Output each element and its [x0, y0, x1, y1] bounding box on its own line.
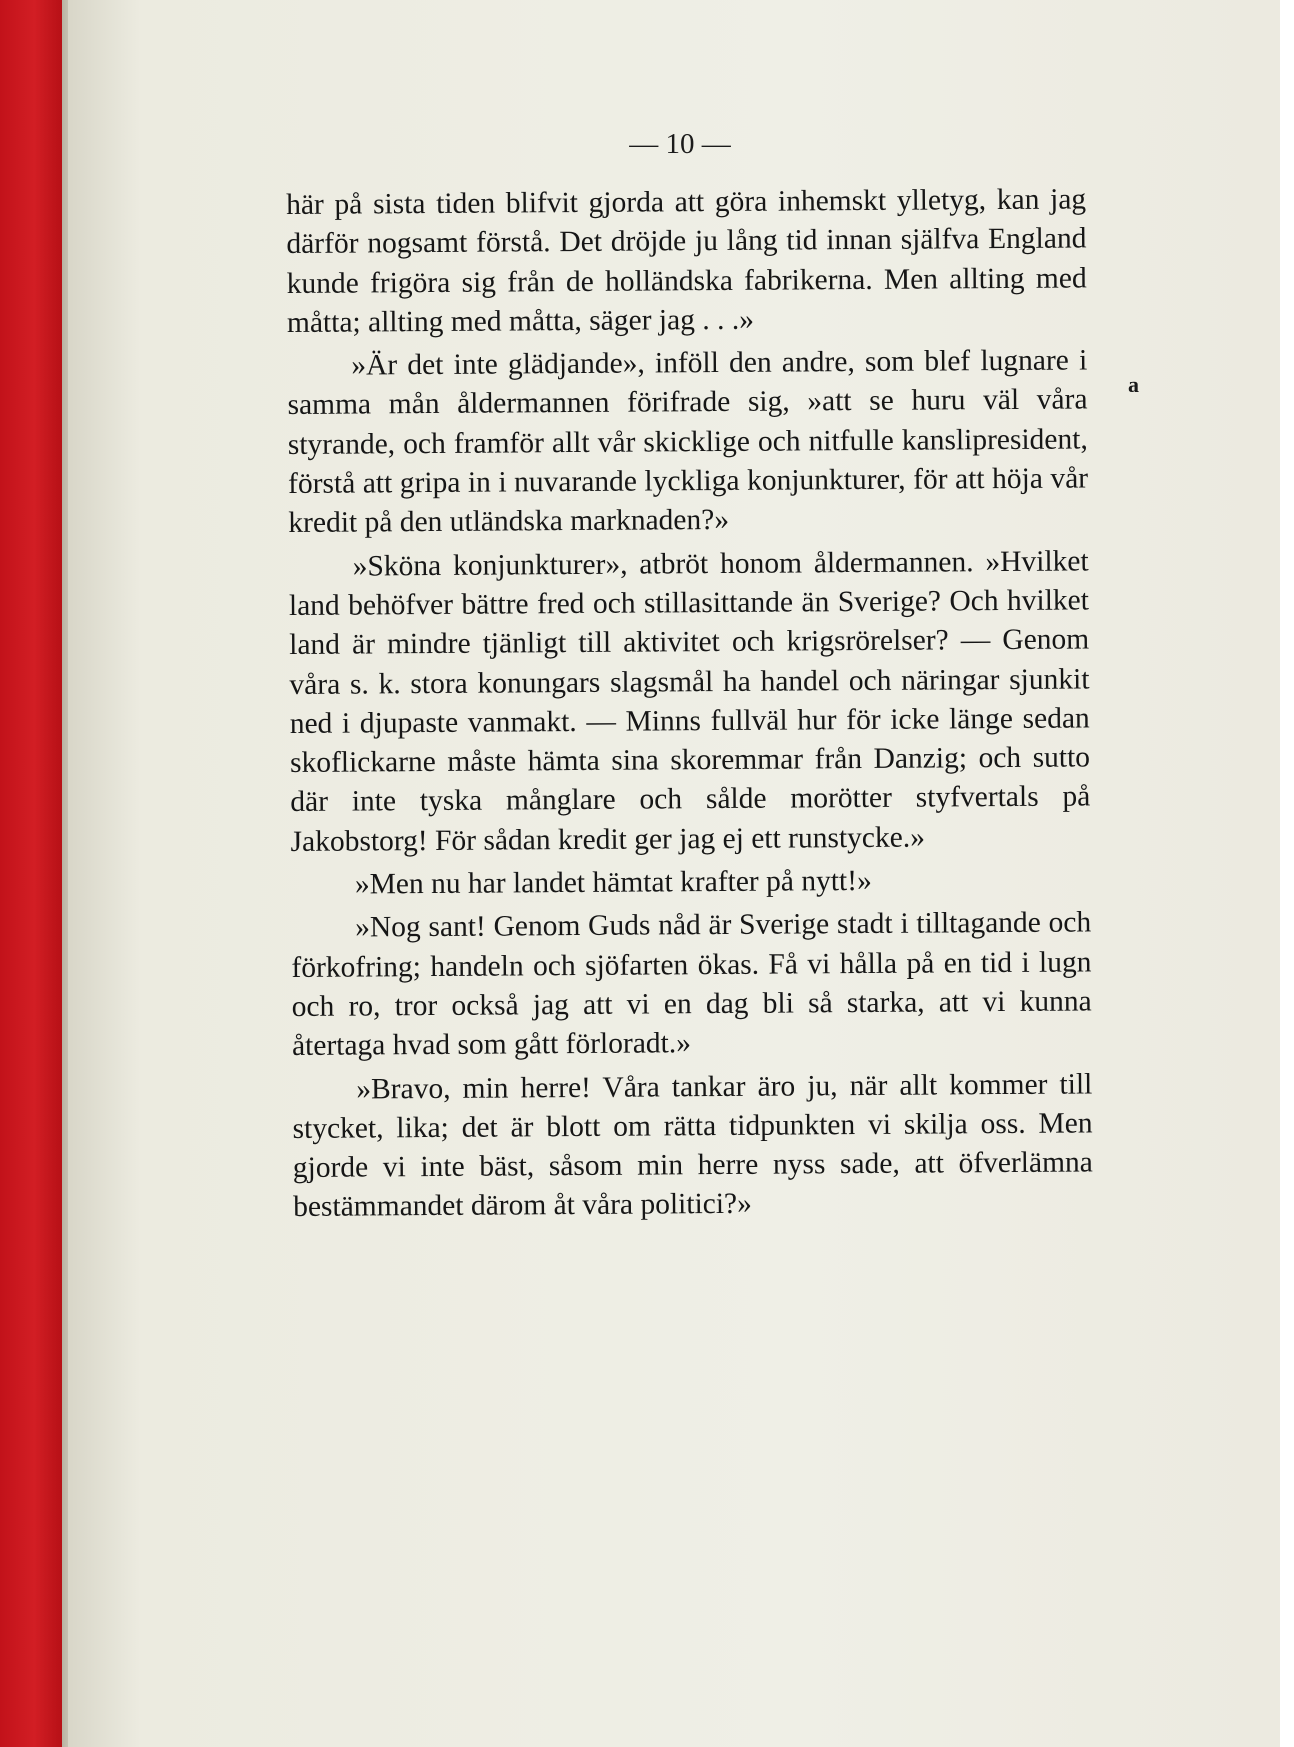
body-text [286, 180, 1093, 1227]
paragraph-2: »Är det inte glädjande», inföll den andre, som blef lugnare i samma mån åldermannen förifrade sig, »att se huru väl våra styrande, och framför allt vår skicklige och nitfulle kanslipresident, förstå att gripa in i nuvarande lyckliga konjunkturer, för att höja vår kredit på den utländska marknaden?» [287, 344, 1089, 540]
paragraph-4: »Men nu har landet hämtat krafter på nytt!» [354, 864, 872, 901]
book-spine [0, 0, 62, 1747]
paragraph-5: »Nog sant! Genom Guds nåd är Sverige stadt i tilltagande och förkofring; handeln och sjöfarten ökas. Få vi hålla på en tid i lugn och ro, tror också jag att vi en dag bli så starka, att vi kunna återtaga hvad som gått förloradt.» [291, 906, 1092, 1063]
margin-mark: a [1128, 372, 1139, 397]
paragraph-3: »Sköna konjunkturer», atbröt honom åldermannen. »Hvilket land behöfver bättre fred och stillasittande än Sverige? Och hvilket land är mindre tjänligt till aktivitet och krigsrörelser? — Genom våra s. k. stora konungars slagsmål ha handel och näringar sjunkit ned i djupaste vanmakt. — Minns fullväl hur för icke länge sedan skoflickarne måste hämta sina skoremmar från Danzig; och sutto där inte tyska månglare och sålde morötter styfvertals på Jakobstorg! För sådan kredit ger jag ej ett runstycke.» [288, 545, 1091, 858]
paragraph-6: »Bravo, min herre! Våra tankar äro ju, när allt kommer till stycket, lika; det är blott om rätta tidpunkten vi skilja oss. Men gjorde vi inte bäst, såsom min herre nyss sade, att öfverlämna bestämmandet därom åt våra politici?» [292, 1067, 1093, 1224]
paragraph-1: här på sista tiden blifvit gjorda att göra inhemskt ylletyg, kan jag därför nogsamt förstå. Det dröjde ju lång tid innan själfva England kunde frigöra sig från de holländska fabrikerna. Men allting med måtta; allting med måtta, säger jag . . .» [286, 183, 1087, 339]
page-number: — 10 — [629, 128, 731, 160]
page-edge [1280, 0, 1294, 1747]
